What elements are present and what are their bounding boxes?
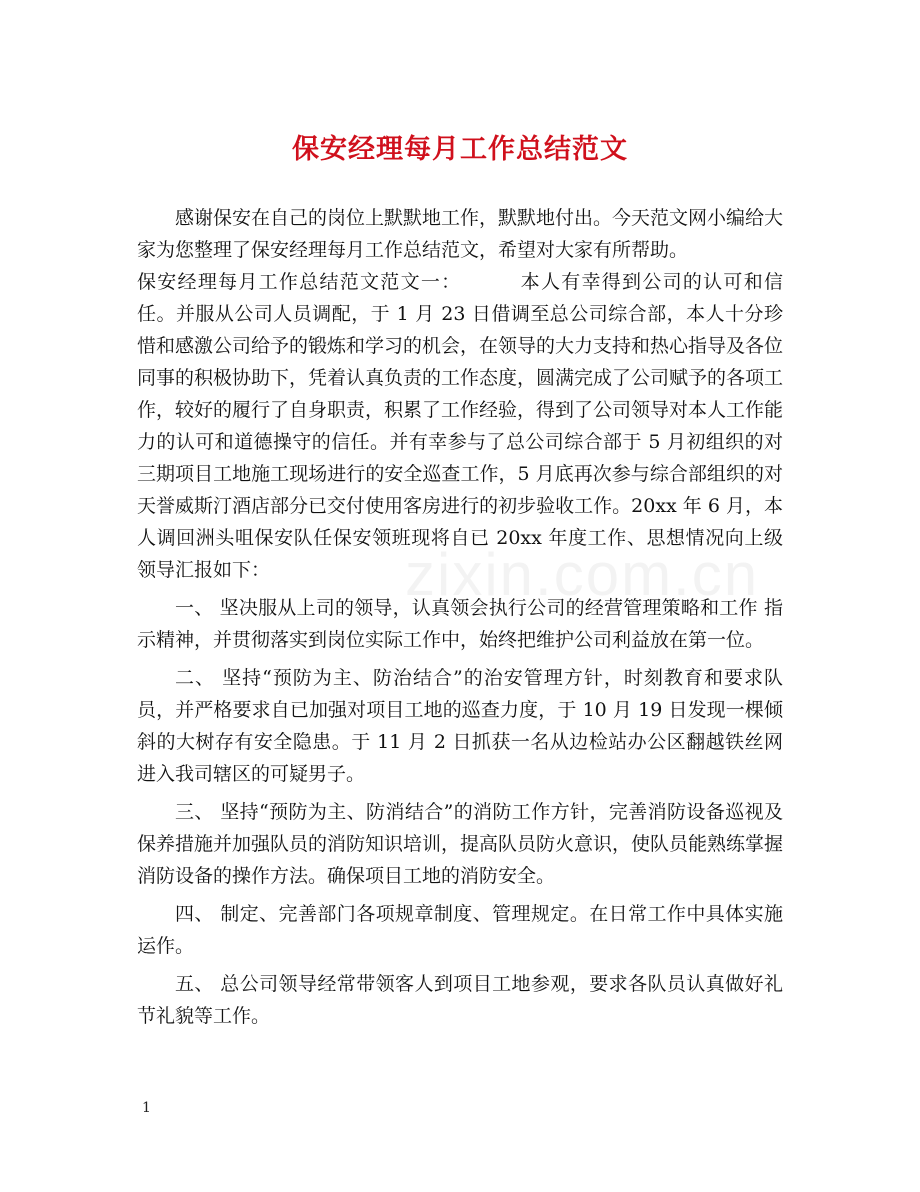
section-paragraph-5: 五、 总公司领导经常带领客人到项目工地参观，要求各队员认真做好礼节礼貌等工作。 [137,973,783,1027]
sample-body: 本人有幸得到公司的认可和信任。并服从公司人员调配，于 1 月 23 日借调至总公司综合部，本人十分珍惜和感激公司给予的锻炼和学习的机会，在领导的大力支持和热心指导及各位同事的积极协助下，凭着认真负责的工作态度，圆满完成了公司赋予的各项工作，较好的履行了自身职责，积累了工作经验，得到了公司领导对本人工作能力的认可和道德操守的信任。并有幸参与了总公司综合部于 5 月初组织的对三期项目工地施工现场进行的安全巡查工作，5 月底再次参与综合部组织的对天誉威斯汀酒店部分已交付使用客房进行的初步验收工作。20xx 年 6 月，本人调回洲头咀保安队任保安领班现将自已 20xx 年度工作、思想情况向上级领导汇报如下： [137,271,784,581]
sample-heading: 保安经理每月工作总结范文范文一： [137,271,462,293]
watermark: zixin.com.cn [405,541,760,608]
sample-paragraph [137,266,783,586]
page-number: 1 [142,1100,151,1116]
section-paragraph-1: 一、 坚决服从上司的领导，认真领会执行公司的经营管理策略和工作 指示精神，并贯彻落实到岗位实际工作中，始终把维护公司利益放在第一位。 [137,597,783,651]
document-title: 保安经理每月工作总结范文 [292,134,628,165]
document-body [137,202,783,1032]
section-paragraph-2: 二、 坚持“预防为主、防治结合”的治安管理方针，时刻教育和要求队员，并严格要求自已加强对项目工地的巡查力度，于 10 月 19 日发现一棵倾斜的大树存有安全隐患。于 11 月 2 日抓获一名从边检站办公区翻越铁丝网进入我司辖区的可疑男子。 [137,667,783,785]
intro-paragraph: 感谢保安在自己的岗位上默默地工作，默默地付出。今天范文网小编给大家为您整理了保安经理每月工作总结范文，希望对大家有所帮助。 [137,207,784,261]
section-paragraph-4: 四、 制定、完善部门各项规章制度、管理规定。在日常工作中具体实施运作。 [137,903,783,957]
section-paragraph-3: 三、 坚持“预防为主、防消结合”的消防工作方针，完善消防设备巡视及保养措施并加强队员的消防知识培训，提高队员防火意识，使队员能熟练掌握消防设备的操作方法。确保项目工地的消防安全。 [137,801,784,887]
